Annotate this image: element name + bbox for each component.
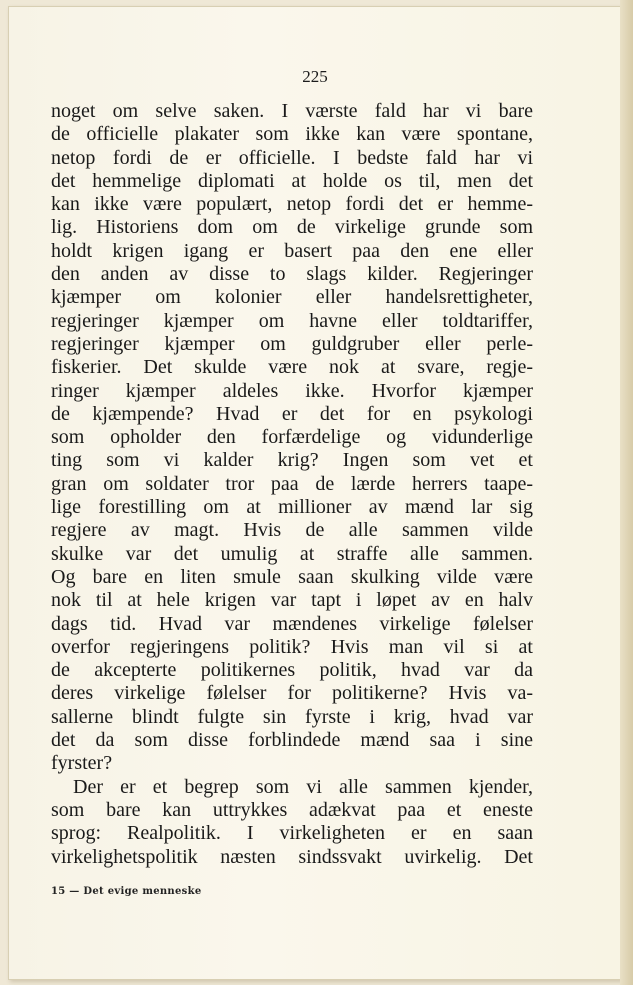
text-line: regjeringer kjæmper om havne eller toldtariffer, bbox=[51, 309, 533, 332]
text-line: fiskerier. Det skulde være nok at svare, regje- bbox=[51, 356, 533, 379]
text-line: deres virkelige følelser for politikerne? Hvis va- bbox=[51, 682, 533, 705]
text-line: regjere av magt. Hvis de alle sammen vilde bbox=[51, 519, 533, 542]
page-number: 225 bbox=[302, 67, 328, 86]
page-edge bbox=[620, 0, 633, 985]
text-line: som opholder den forfærdelige og vidunderlige bbox=[51, 426, 533, 449]
text-line: ting som vi kalder krig? Ingen som vet et bbox=[51, 449, 533, 472]
text-line: netop fordi de er officielle. I bedste fald har vi bbox=[51, 146, 533, 169]
text-line: sallerne blindt fulgte sin fyrste i krig, hvad var bbox=[51, 705, 533, 728]
text-line: kjæmper om kolonier eller handelsrettigheter, bbox=[51, 286, 533, 309]
body-text bbox=[51, 100, 533, 869]
text-line: sprog: Realpolitik. I virkeligheten er en saan bbox=[51, 822, 533, 845]
text-line: noget om selve saken. I værste fald har vi bare bbox=[51, 100, 533, 122]
text-line: regjeringer kjæmper om guldgruber eller perle- bbox=[51, 332, 533, 355]
text-line: det hemmelige diplomati at holde os til, men det bbox=[51, 169, 533, 192]
text-line: dags tid. Hvad var mændenes virkelige følelser bbox=[51, 612, 533, 635]
text-line: skulke var det umulig at straffe alle sammen. bbox=[51, 542, 533, 565]
text-line: de akcepterte politikernes politik, hvad var da bbox=[51, 659, 533, 682]
text-line: virkelighetspolitik næsten sindssvakt uvirkelig. Det bbox=[51, 845, 533, 868]
signature-footer: 15 — Det evige menneske bbox=[51, 886, 202, 897]
text-line: de kjæmpende? Hvad er det for en psykologi bbox=[51, 402, 533, 425]
text-line: Og bare en liten smule saan skulking vilde være bbox=[51, 565, 533, 588]
text-line: det da som disse forblindede mænd saa i sine bbox=[51, 729, 533, 752]
text-line: de officielle plakater som ikke kan være spontane, bbox=[51, 123, 533, 146]
text-line: ringer kjæmper aldeles ikke. Hvorfor kjæmper bbox=[51, 379, 533, 402]
text-line: nok til at hele krigen var tapt i løpet av en halv bbox=[51, 589, 533, 612]
text-line: kan ikke være populært, netop fordi det er hemme- bbox=[51, 193, 533, 216]
text-line: lig. Historiens dom om de virkelige grunde som bbox=[51, 216, 533, 239]
book-page bbox=[8, 6, 622, 980]
text-line: som bare kan uttrykkes adækvat paa et eneste bbox=[51, 798, 533, 821]
text-line: lige forestilling om at millioner av mænd lar sig bbox=[51, 496, 533, 519]
text-line: holdt krigen igang er basert paa den ene eller bbox=[51, 239, 533, 262]
text-line: den anden av disse to slags kilder. Regjeringer bbox=[51, 263, 533, 286]
text-line: fyrster? bbox=[51, 752, 113, 775]
text-line: gran om soldater tror paa de lærde herrers taape- bbox=[51, 472, 533, 495]
text-line: Der er et begrep som vi alle sammen kjender, bbox=[73, 775, 533, 798]
text-line: overfor regjeringens politik? Hvis man vil si at bbox=[51, 635, 533, 658]
